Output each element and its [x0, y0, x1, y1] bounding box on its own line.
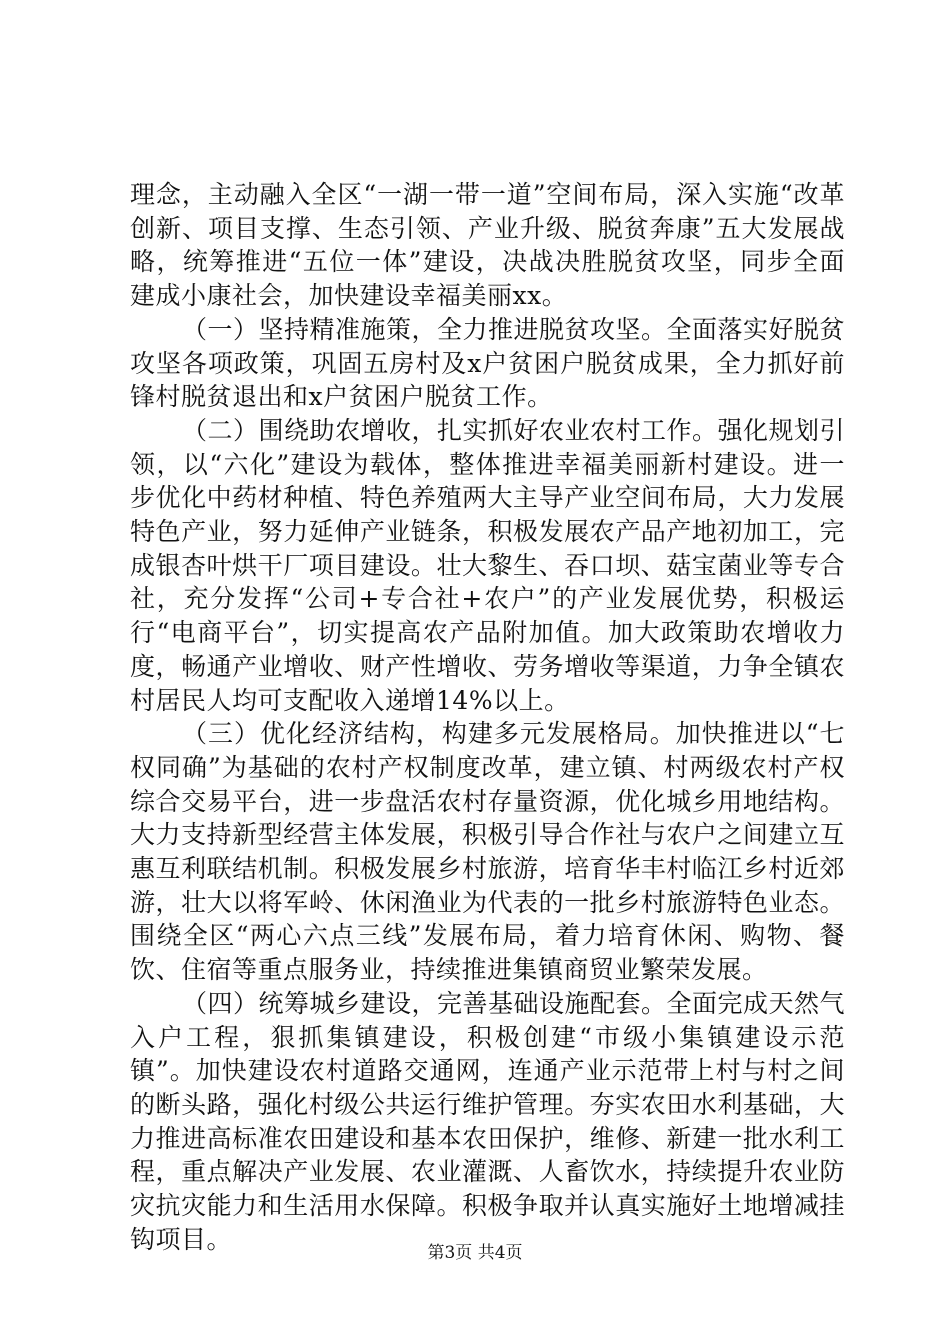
document-body [130, 178, 845, 1257]
paragraph-section-1: （一）坚持精准施策，全力推进脱贫攻坚。全面落实好脱贫攻坚各项政策，巩固五房村及x户贫困户脱贫成果，全力抓好前锋村脱贫退出和x户贫困户脱贫工作。 [130, 314, 846, 412]
paragraph-section-3: （三）优化经济结构，构建多元发展格局。加快推进以“七权同确”为基础的农村产权制度改革，建立镇、村两级农村产权综合交易平台，进一步盘活农村存量资源，优化城乡用地结构。大力支持新型经营主体发展，积极引导合作社与农户之间建立互惠互利联结机制。积极发展乡村旅游，培育华丰村临江乡村近郊游，壮大以将军岭、休闲渔业为代表的一批乡村旅游特色业态。围绕全区“两心六点三线”发展布局，着力培育休闲、购物、餐饮、住宿等重点服务业，持续推进集镇商贸业繁荣发展。 [130, 719, 845, 985]
page-indicator: 第3页 共4页 [427, 1243, 523, 1263]
paragraph-section-2: （二）围绕助农增收，扎实抓好农业农村工作。强化规划引领，以“六化”建设为载体，整体推进幸福美丽新村建设。进一步优化中药材种植、特色养殖两大主导产业空间布局，大力发展特色产业，努力延伸产业链条，积极发展农产品产地初加工，完成银杏叶烘干厂项目建设。壮大黎生、吞口坝、菇宝菌业等专合社，充分发挥“公司+专合社+农户”的产业发展优势，积极运行“电商平台”，切实提高农产品附加值。加大政策助农增收力度，畅通产业增收、财产性增收、劳务增收等渠道，力争全镇农村居民人均可支配收入递增14%以上。 [130, 415, 846, 715]
page-footer [0, 1242, 950, 1264]
paragraph-continuation: 理念，主动融入全区“一湖一带一道”空间布局，深入实施“改革创新、项目支撑、生态引领、产业升级、脱贫奔康”五大发展战略，统筹推进“五位一体”建设，决战决胜脱贫攻坚，同步全面建成小康社会，加快建设幸福美丽xx。 [130, 180, 845, 311]
paragraph-section-4: （四）统筹城乡建设，完善基础设施配套。全面完成天然气入户工程，狠抓集镇建设，积极创建“市级小集镇建设示范镇”。加快建设农村道路交通网，连通产业示范带上村与村之间的断头路，强化村级公共运行维护管理。夯实农田水利基础，大力推进高标准农田建设和基本农田保护，维修、新建一批水利工程，重点解决产业发展、农业灌溉、人畜饮水，持续提升农业防灾抗灾能力和生活用水保障。积极争取并认真实施好土地增减挂钩项目。 [130, 988, 846, 1254]
